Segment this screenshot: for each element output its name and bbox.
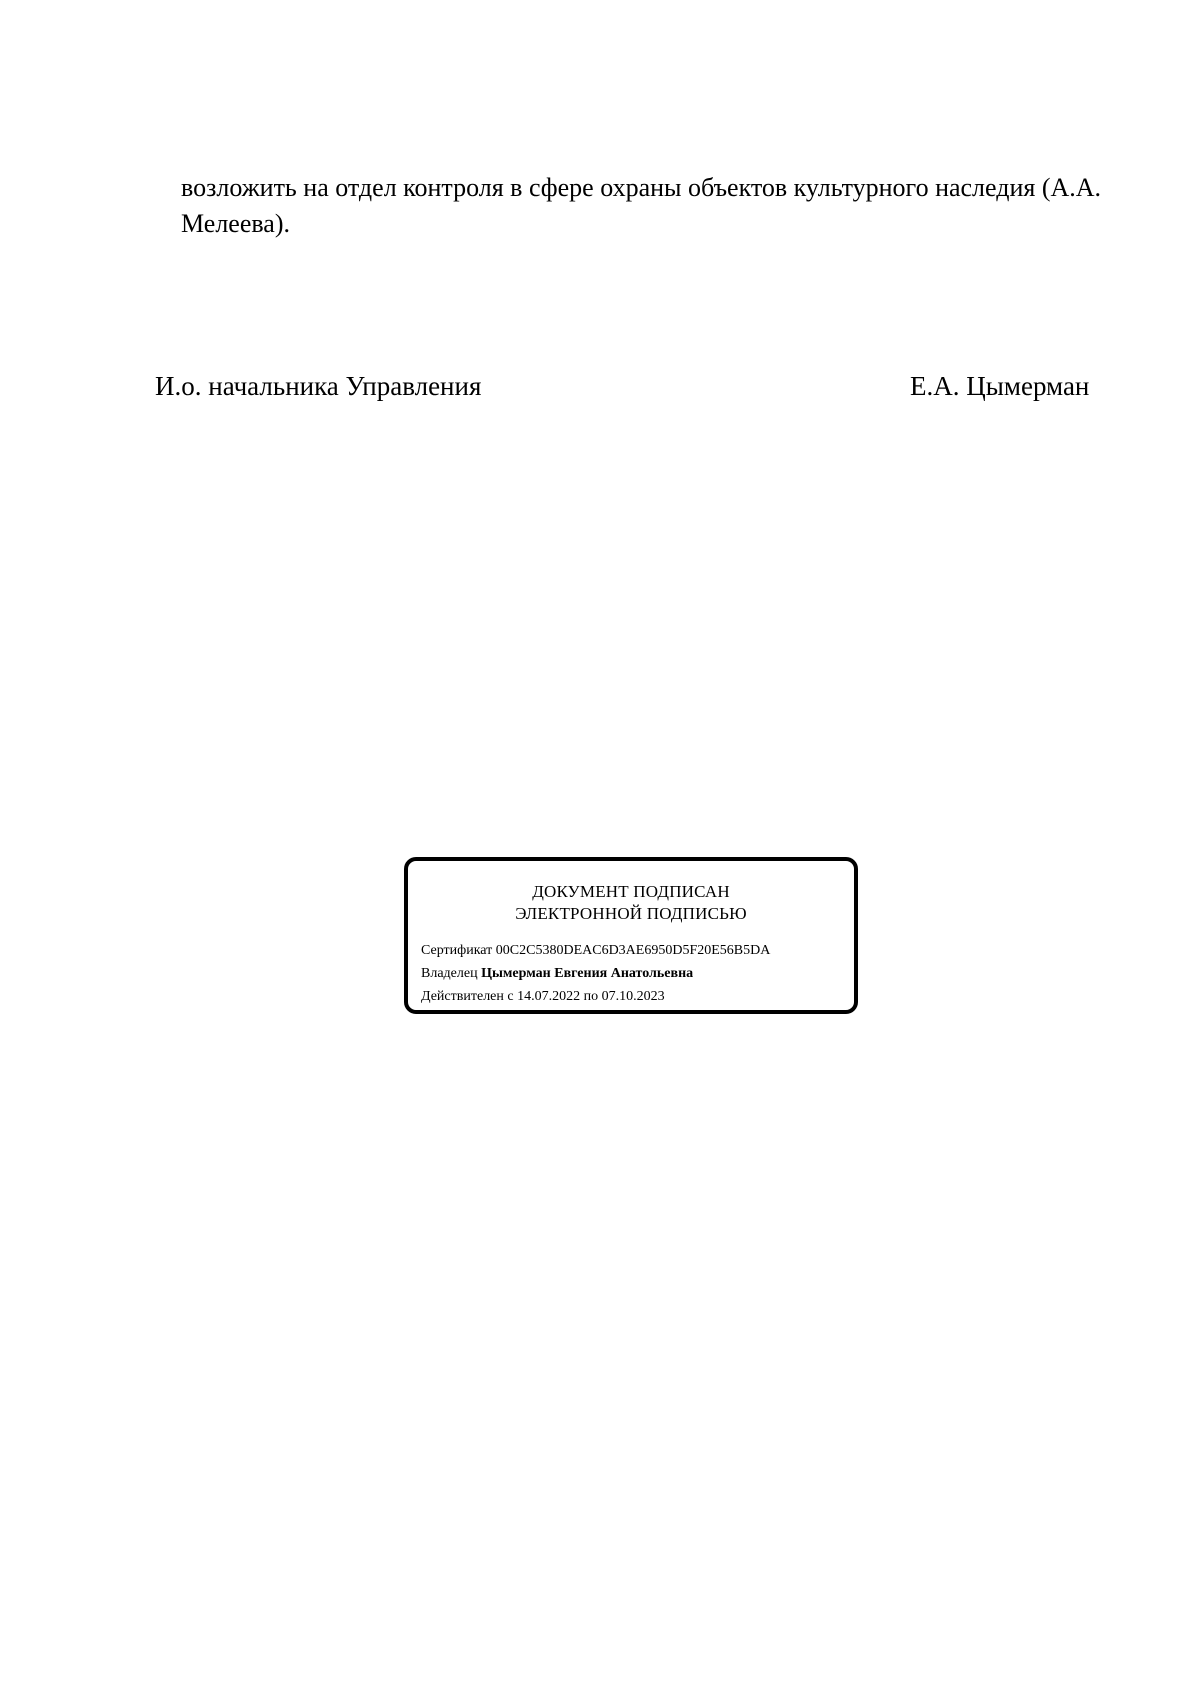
valid-from-date: 14.07.2022 <box>517 989 581 1004</box>
valid-to-date: 07.10.2023 <box>601 989 665 1004</box>
stamp-details <box>421 939 770 1008</box>
signatory-position: И.о. начальника Управления <box>155 371 482 401</box>
stamp-heading <box>408 881 854 925</box>
valid-to-label: по <box>583 989 599 1004</box>
validity-label: Действителен с <box>421 989 514 1004</box>
stamp-heading-line-1: ДОКУМЕНТ ПОДПИСАН <box>532 882 730 901</box>
certificate-row <box>421 939 770 962</box>
paragraph-line-2: Мелеева). <box>181 209 291 238</box>
certificate-label: Сертификат <box>421 943 493 958</box>
body-paragraph <box>181 170 1141 242</box>
certificate-value: 00C2C5380DEAC6D3AE6950D5F20E56B5DA <box>495 943 771 958</box>
owner-label: Владелец <box>421 966 478 981</box>
electronic-signature-stamp <box>404 857 858 1014</box>
owner-row <box>421 962 770 985</box>
stamp-heading-line-2: ЭЛЕКТРОННОЙ ПОДПИСЬЮ <box>515 904 747 923</box>
paragraph-line-1: возложить на отдел контроля в сфере охраны объектов культурного наследия (А.А. <box>181 173 1102 202</box>
signatory-name: Е.А. Цымерман <box>910 371 1090 401</box>
owner-value: Цымерман Евгения Анатольевна <box>481 966 694 981</box>
validity-row <box>421 985 770 1008</box>
